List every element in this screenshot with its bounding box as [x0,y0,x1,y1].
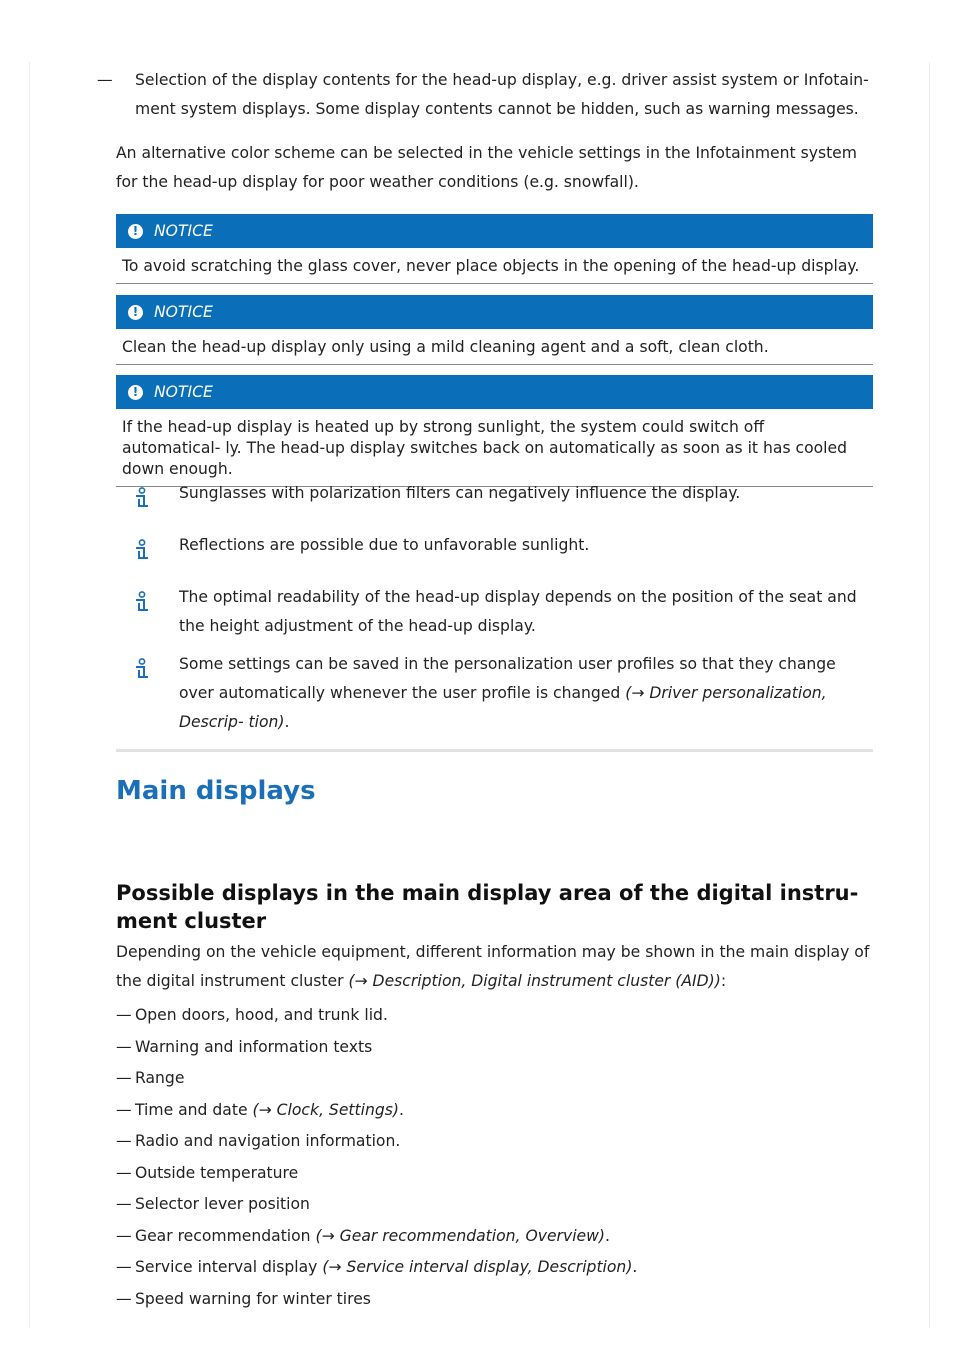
cross-reference-link[interactable]: (→ Service interval display, Description) [322,1258,633,1276]
notice-label: NOTICE [154,303,213,321]
subsection-title: Possible displays in the main display area of the digital instru- ment cluster [116,881,859,933]
tip-text [179,479,873,508]
list-item [97,66,873,124]
cross-reference-link[interactable]: (→ Gear recommendation, Overview) [315,1226,605,1245]
tip-text [179,650,873,737]
notice-text: Clean the head-up display only using a mild cleaning agent and a soft, clean cloth. [116,329,873,365]
cross-reference-link[interactable]: (→ Driver personalization, Descrip- tion) [179,684,827,731]
section-title: Main displays [116,776,316,806]
list-item [116,1285,873,1314]
dash-bullet: — [116,1037,132,1056]
dash-bullet: — [116,1132,132,1150]
notice-box [116,295,873,365]
list-item-text: Radio and navigation information. [135,1132,401,1150]
notice-text: If the head-up display is heated up by strong sunlight, the system could switch off automatical- ly. The head-up display switches back on automatically as soon as it has cooled down enough. [116,409,873,487]
page-margin-line-right [929,62,930,1328]
list-item [116,1127,873,1156]
subsection-intro-suffix: : [720,972,727,990]
subsection-intro [116,938,873,996]
list-item-text: Service interval display [135,1258,323,1276]
info-icon [134,539,150,561]
dash-bullet: — [116,1163,132,1182]
page-margin-line-left [29,62,30,1328]
info-tip [116,650,873,737]
notice-label: NOTICE [154,222,213,240]
list-item [116,1001,873,1030]
list-item [116,1096,873,1125]
info-tip [116,583,873,641]
list-item [116,1033,873,1062]
notice-header [116,295,873,329]
exclamation-circle-icon: ! [128,385,143,400]
dash-bullet: — [116,1258,132,1276]
list-item-text: Range [135,1069,185,1087]
dash-bullet: — [116,1226,132,1245]
list-item-text: Open doors, hood, and trunk lid. [135,1006,388,1024]
list-item-suffix: . [398,1100,404,1119]
cross-reference-link[interactable]: (→ Clock, Settings) [252,1100,399,1119]
tip-text [179,583,873,641]
notice-box [116,214,873,284]
info-tip [116,531,873,560]
info-icon [134,487,150,509]
info-icon [134,658,150,680]
subsection-intro-text: Depending on the vehicle equipment, different information may be shown in the main display of the digital instrument cluster [116,943,870,990]
notice-label: NOTICE [154,383,213,401]
dash-bullet: — [116,1006,132,1024]
list-item [116,1190,873,1219]
info-icon [134,591,150,613]
dash-bullet: — [97,71,113,89]
notice-header [116,375,873,409]
dash-bullet: — [116,1195,132,1213]
tip-text-main: The optimal readability of the head-up display depends on the position of the seat and the height adjustment of the head-up display. [179,588,857,635]
list-item-suffix: . [604,1226,610,1245]
notice-header [116,214,873,248]
list-item-text: Gear recommendation [135,1226,316,1245]
dash-bullet: — [116,1069,132,1087]
dash-bullet: — [116,1100,132,1119]
cross-reference-link[interactable]: (→ Description, Digital instrument cluster (AID)) [348,972,721,990]
list-item-text: Selector lever position [135,1195,310,1213]
list-item [116,1222,873,1251]
exclamation-circle-icon: ! [128,224,143,239]
notice-text: To avoid scratching the glass cover, never place objects in the opening of the head-up display. [116,248,873,284]
info-tip [116,479,873,508]
list-item-text: Speed warning for winter tires [135,1289,371,1308]
exclamation-circle-icon: ! [128,305,143,320]
dash-bullet: — [116,1289,132,1308]
intro-paragraph: An alternative color scheme can be selected in the vehicle settings in the Infotainment system for the head-up display for poor weather conditions (e.g. snowfall). [116,144,857,191]
tip-text-main: Sunglasses with polarization filters can negatively influence the display. [179,484,741,502]
list-item-suffix: . [632,1258,638,1276]
list-item-text: Outside temperature [135,1163,299,1182]
tip-text-suffix: . [284,713,290,731]
list-item-text: Time and date [135,1100,253,1119]
list-item [116,1159,873,1188]
tip-text-main: Reflections are possible due to unfavorable sunlight. [179,536,590,554]
list-item-text: Warning and information texts [135,1037,373,1056]
section-divider [116,749,873,752]
list-item-text: Selection of the display contents for the head-up display, e.g. driver assist system or Infotain- ment system displays. Some display contents cannot be hidden, such as warning messages. [135,71,869,118]
list-item [116,1253,873,1282]
tip-text-main: Some settings can be saved in the personalization user profiles so that they change over automatically whenever the user profile is changed [179,655,836,702]
list-item [116,1064,873,1093]
notice-box [116,375,873,487]
tip-text [179,531,873,560]
